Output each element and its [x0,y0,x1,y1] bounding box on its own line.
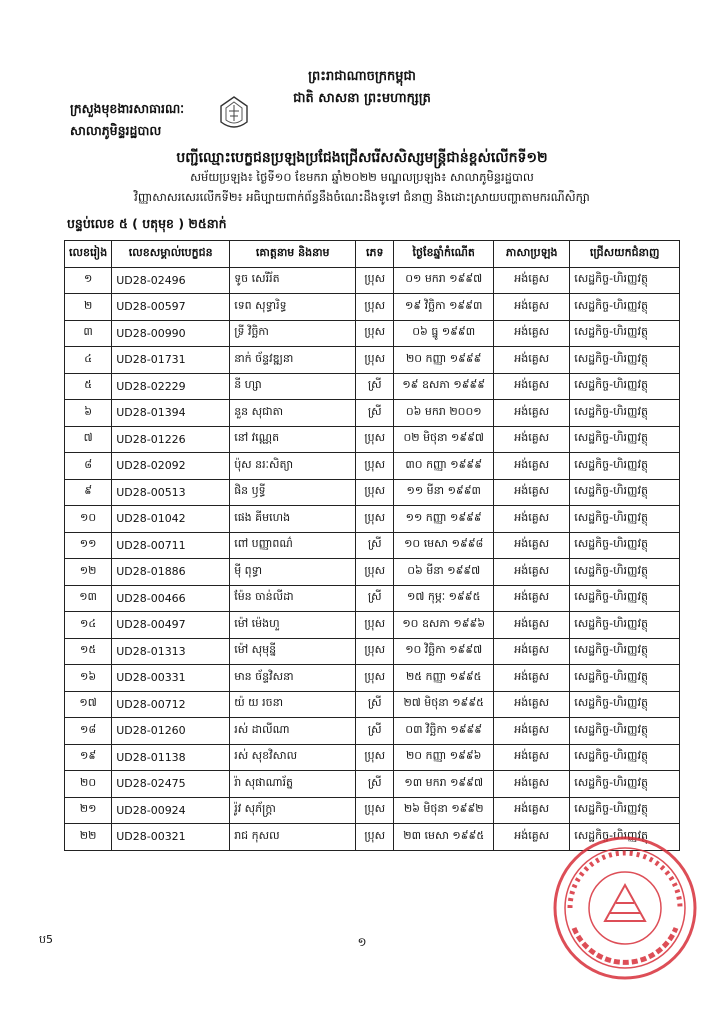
cell-candidate-id: UD28-02475 [112,771,230,798]
cell-specialty: សេដ្ឋកិច្ច-ហិរញ្ញវត្ថុ [570,665,680,692]
cell-language: អង់គ្លេស [494,744,570,771]
cell-no: ៧ [65,426,112,453]
cell-language: អង់គ្លេស [494,479,570,506]
cell-language: អង់គ្លេស [494,665,570,692]
cell-name: ទេព សុទ្ធារិទ្ធ [230,294,356,321]
cell-sex: ប្រុស [356,294,394,321]
cell-name: រ៉ូវ សុភ័ក្រ្តា [230,797,356,824]
cell-sex: ស្រី [356,718,394,745]
cell-birthdate: ១៧ កុម្ភៈ ១៩៩៥ [394,585,494,612]
cell-no: ១៤ [65,612,112,639]
table-row [65,585,680,612]
cell-candidate-id: UD28-02496 [112,267,230,294]
cell-no: ១៨ [65,718,112,745]
cell-language: អង់គ្លេស [494,453,570,480]
cell-name: ផិន ឫទ្ធី [230,479,356,506]
cell-birthdate: ០៦ មីនា ១៩៩៧ [394,559,494,586]
cell-birthdate: ១៩ ឧសភា ១៩៩៩ [394,373,494,400]
national-motto: ជាតិ សាសនា ព្រះមហាក្សត្រ [293,91,431,106]
cell-sex: ប្រុស [356,638,394,665]
cell-specialty: សេដ្ឋកិច្ច-ហិរញ្ញវត្ថុ [570,824,680,851]
cell-name: ម៉ៅ ម៉េងហួ [230,612,356,639]
cell-birthdate: ២៥ កញ្ញា ១៩៩៥ [394,665,494,692]
cell-sex: ប្រុស [356,744,394,771]
table-row [65,612,680,639]
ministry-block [70,98,184,142]
column-header-birthdate: ថ្ងៃខែឆ្នាំកំណើត [394,241,494,268]
cell-candidate-id: UD28-00924 [112,797,230,824]
kingdom-heading: ព្រះរាជាណាចក្រកម្ពុជា [308,69,416,84]
cell-sex: ស្រី [356,771,394,798]
cell-no: ២០ [65,771,112,798]
cell-name: រស់ សុខវិសាល [230,744,356,771]
page-number: ១ [357,935,367,949]
column-header-candidate-id: លេខសម្គាល់បេក្ខជន [112,241,230,268]
table-row [65,347,680,374]
cell-birthdate: ០១ មករា ១៩៩៧ [394,267,494,294]
cell-birthdate: ២០ កញ្ញា ១៩៩៩ [394,347,494,374]
cell-no: ១៧ [65,691,112,718]
cell-language: អង់គ្លេស [494,532,570,559]
column-header-sex: ភេទ [356,241,394,268]
cell-name: នៅ វណ្ណេត [230,426,356,453]
ministry-name: ក្រសួងមុខងារសាធារណៈ [70,101,185,116]
cell-specialty: សេដ្ឋកិច្ច-ហិរញ្ញវត្ថុ [570,320,680,347]
cell-candidate-id: UD28-01226 [112,426,230,453]
cell-candidate-id: UD28-01886 [112,559,230,586]
table-row [65,691,680,718]
cell-candidate-id: UD28-00513 [112,479,230,506]
cell-specialty: សេដ្ឋកិច្ច-ហិរញ្ញវត្ថុ [570,797,680,824]
table-row [65,771,680,798]
cell-sex: ប្រុស [356,797,394,824]
sheet-code: ប5 [39,933,53,946]
cell-candidate-id: UD28-01313 [112,638,230,665]
official-seal-stamp [550,833,700,983]
cell-language: អង់គ្លេស [494,771,570,798]
cell-candidate-id: UD28-00321 [112,824,230,851]
table-row [65,532,680,559]
cell-birthdate: ២៦ មិថុនា ១៩៩២ [394,797,494,824]
cell-birthdate: ២៣ មេសា ១៩៩៥ [394,824,494,851]
cell-specialty: សេដ្ឋកិច្ច-ហិរញ្ញវត្ថុ [570,559,680,586]
cell-no: ១៥ [65,638,112,665]
cell-name: នួន សុជាតា [230,400,356,427]
cell-no: ១១ [65,532,112,559]
cell-specialty: សេដ្ឋកិច្ច-ហិរញ្ញវត្ថុ [570,638,680,665]
cell-specialty: សេដ្ឋកិច្ច-ហិរញ្ញវត្ថុ [570,585,680,612]
cell-birthdate: ១០ ឧសភា ១៩៩៦ [394,612,494,639]
cell-no: ១ [65,267,112,294]
table-row [65,373,680,400]
cell-language: អង់គ្លេស [494,797,570,824]
cell-name: រ៉ា សុផាណារ័ត្ន [230,771,356,798]
table-row [65,665,680,692]
table-row [65,453,680,480]
cell-language: អង់គ្លេស [494,691,570,718]
cell-sex: ស្រី [356,691,394,718]
cell-candidate-id: UD28-01260 [112,718,230,745]
cell-no: ១៩ [65,744,112,771]
cell-birthdate: ១០ មេសា ១៩៩៨ [394,532,494,559]
table-header-row [65,241,680,268]
cell-specialty: សេដ្ឋកិច្ច-ហិរញ្ញវត្ថុ [570,453,680,480]
cell-candidate-id: UD28-01042 [112,506,230,533]
cell-birthdate: ០២ មិថុនា ១៩៩៧ [394,426,494,453]
cell-candidate-id: UD28-01731 [112,347,230,374]
column-header-specialty: ជ្រើសយកជំនាញ [570,241,680,268]
column-header-language: ភាសាប្រឡង [494,241,570,268]
exam-session-line: សម័យប្រឡង៖ ថ្ងៃទី១០ ខែមករា ឆ្នាំ២០២២ មណ្ឌលប្រឡង៖ សាលាភូមិន្ទរដ្ឋបាល [190,170,534,184]
cell-candidate-id: UD28-01138 [112,744,230,771]
cell-no: ២២ [65,824,112,851]
cell-sex: ប្រុស [356,479,394,506]
cell-specialty: សេដ្ឋកិច្ច-ហិរញ្ញវត្ថុ [570,479,680,506]
cell-language: អង់គ្លេស [494,506,570,533]
table-row [65,294,680,321]
table-row [65,267,680,294]
cell-sex: ស្រី [356,585,394,612]
cell-birthdate: ១១ កញ្ញា ១៩៩៩ [394,506,494,533]
cell-sex: ប្រុស [356,559,394,586]
cell-specialty: សេដ្ឋកិច្ច-ហិរញ្ញវត្ថុ [570,718,680,745]
cell-specialty: សេដ្ឋកិច្ច-ហិរញ្ញវត្ថុ [570,373,680,400]
table-row [65,479,680,506]
cell-language: អង់គ្លេស [494,585,570,612]
cell-sex: ប្រុស [356,506,394,533]
cell-language: អង់គ្លេស [494,267,570,294]
cell-specialty: សេដ្ឋកិច្ច-ហិរញ្ញវត្ថុ [570,267,680,294]
cell-language: អង់គ្លេស [494,373,570,400]
cell-language: អង់គ្លេស [494,638,570,665]
table-row [65,320,680,347]
cell-no: ២១ [65,797,112,824]
cell-birthdate: ០៦ មករា ២០០១ [394,400,494,427]
cell-candidate-id: UD28-02092 [112,453,230,480]
table-row [65,400,680,427]
cell-name: មាន ច័ន្ទវិសនា [230,665,356,692]
school-name: សាលាភូមិន្ទរដ្ឋបាល [70,123,162,138]
exam-subject-line: វិញ្ញាសាសរសេរលើកទី២៖ អធិប្បាយពាក់ព័ន្ធនឹងចំណេះដឹងទូទៅ ជំនាញ និងដោះស្រាយបញ្ហាតាមករណីសិក្សា [134,190,590,204]
table-row [65,559,680,586]
cell-candidate-id: UD28-01394 [112,400,230,427]
cell-language: អង់គ្លេស [494,612,570,639]
cell-specialty: សេដ្ឋកិច្ច-ហិរញ្ញវត្ថុ [570,506,680,533]
cell-language: អង់គ្លេស [494,824,570,851]
cell-no: ៣ [65,320,112,347]
cell-name: ផេង គីមហេង [230,506,356,533]
cell-specialty: សេដ្ឋកិច្ច-ហិរញ្ញវត្ថុ [570,691,680,718]
table-row [65,744,680,771]
cell-no: ២ [65,294,112,321]
cell-no: ១០ [65,506,112,533]
cell-specialty: សេដ្ឋកិច្ច-ហិរញ្ញវត្ថុ [570,771,680,798]
cell-specialty: សេដ្ឋកិច្ច-ហិរញ្ញវត្ថុ [570,426,680,453]
cell-sex: ស្រី [356,532,394,559]
cell-name: ពៅ បញ្ញាពណ៌ [230,532,356,559]
cell-specialty: សេដ្ឋកិច្ច-ហិរញ្ញវត្ថុ [570,612,680,639]
cell-candidate-id: UD28-02229 [112,373,230,400]
cell-sex: ប្រុស [356,453,394,480]
cell-language: អង់គ្លេស [494,426,570,453]
cell-language: អង់គ្លេស [494,559,570,586]
cell-name: ម៉ែន ចាន់លីដា [230,585,356,612]
cell-birthdate: ១០ វិច្ឆិកា ១៩៩៧ [394,638,494,665]
cell-language: អង់គ្លេស [494,320,570,347]
cell-no: ៥ [65,373,112,400]
cell-name: ទ្រី វិច្ឆិកា [230,320,356,347]
cell-no: ១៣ [65,585,112,612]
cell-birthdate: ៣០ កញ្ញា ១៩៩៩ [394,453,494,480]
cell-sex: ប្រុស [356,267,394,294]
table-row [65,638,680,665]
cell-no: ៨ [65,453,112,480]
cell-no: ៩ [65,479,112,506]
cell-birthdate: ១៩ វិច្ឆិកា ១៩៩៣ [394,294,494,321]
candidate-table [64,240,680,851]
cell-name: នី ហ្សា [230,373,356,400]
table-row [65,718,680,745]
school-emblem-icon [219,96,249,132]
cell-specialty: សេដ្ឋកិច្ច-ហិរញ្ញវត្ថុ [570,294,680,321]
document-title: បញ្ជីឈ្មោះបេក្ខជនប្រឡងប្រជែងជ្រើសរើសសិស្សមន្ត្រីជាន់ខ្ពស់លើកទី១២ [176,150,548,166]
cell-specialty: សេដ្ឋកិច្ច-ហិរញ្ញវត្ថុ [570,400,680,427]
cell-no: ៤ [65,347,112,374]
cell-name: យ៉ យ រចនា [230,691,356,718]
cell-sex: ស្រី [356,400,394,427]
cell-language: អង់គ្លេស [494,347,570,374]
cell-sex: ស្រី [356,373,394,400]
cell-sex: ប្រុស [356,426,394,453]
cell-sex: ប្រុស [356,824,394,851]
column-header-no: លេខរៀង [65,241,112,268]
cell-language: អង់គ្លេស [494,294,570,321]
cell-specialty: សេដ្ឋកិច្ច-ហិរញ្ញវត្ថុ [570,744,680,771]
cell-language: អង់គ្លេស [494,718,570,745]
cell-candidate-id: UD28-00331 [112,665,230,692]
cell-sex: ប្រុស [356,665,394,692]
cell-candidate-id: UD28-00466 [112,585,230,612]
cell-name: រាជ កុសល [230,824,356,851]
cell-name: ទូច សេរីរ័ត [230,267,356,294]
cell-candidate-id: UD28-00711 [112,532,230,559]
table-row [65,426,680,453]
cell-candidate-id: UD28-00990 [112,320,230,347]
cell-specialty: សេដ្ឋកិច្ច-ហិរញ្ញវត្ថុ [570,347,680,374]
cell-name: នាក់ ច័ន្ទវឌ្ឍនា [230,347,356,374]
table-row [65,797,680,824]
cell-candidate-id: UD28-00712 [112,691,230,718]
cell-sex: ប្រុស [356,612,394,639]
cell-name: រស់ ដាលីណា [230,718,356,745]
cell-language: អង់គ្លេស [494,400,570,427]
cell-sex: ប្រុស [356,347,394,374]
cell-no: ១២ [65,559,112,586]
table-row [65,506,680,533]
cell-birthdate: ២៧ មិថុនា ១៩៩៥ [394,691,494,718]
cell-name: ប៉ុស នរៈសិត្យា [230,453,356,480]
cell-name: ម៉ី ពុទ្ធា [230,559,356,586]
cell-sex: ប្រុស [356,320,394,347]
room-label: បន្ទប់លេខ ៥ ( បតុមុខ ) ២៥នាក់ [67,216,227,231]
cell-birthdate: ០៦ ធ្នូ ១៩៩៣ [394,320,494,347]
column-header-name: គោត្តនាម និងនាម [230,241,356,268]
cell-birthdate: ០៣ វិច្ឆិកា ១៩៩៩ [394,718,494,745]
cell-birthdate: ១៣ មករា ១៩៩៧ [394,771,494,798]
cell-name: ម៉ៅ សុមុន្នី [230,638,356,665]
cell-candidate-id: UD28-00497 [112,612,230,639]
cell-no: ៦ [65,400,112,427]
cell-birthdate: ១១ មីនា ១៩៩៣ [394,479,494,506]
cell-birthdate: ២០ កញ្ញា ១៩៩៦ [394,744,494,771]
cell-candidate-id: UD28-00597 [112,294,230,321]
cell-no: ១៦ [65,665,112,692]
cell-specialty: សេដ្ឋកិច្ច-ហិរញ្ញវត្ថុ [570,532,680,559]
